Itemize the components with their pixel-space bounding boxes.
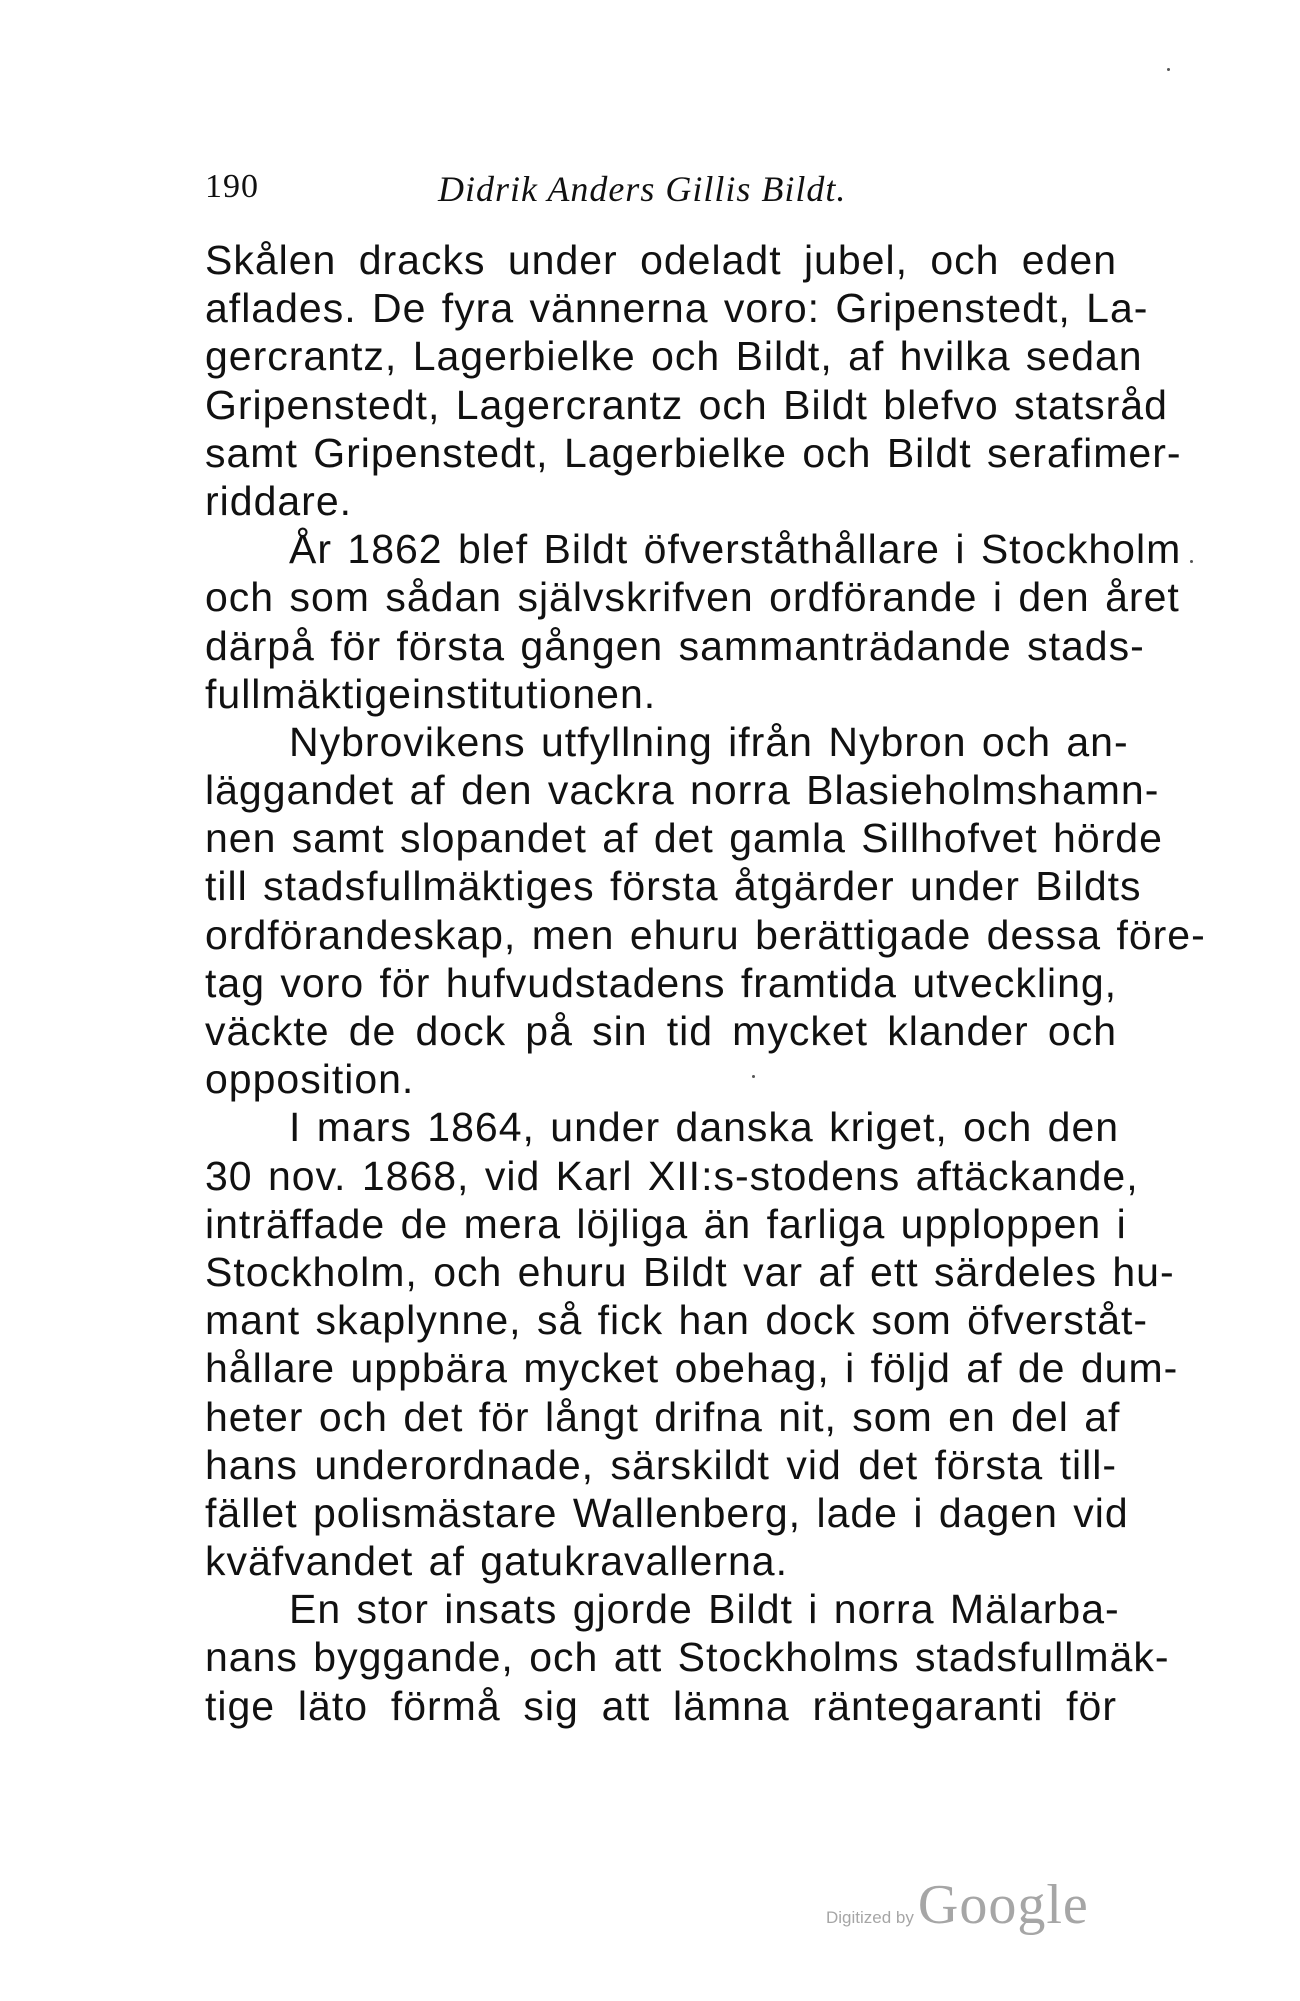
text-line: därpå för första gången sammanträdande stads-: [205, 622, 1145, 669]
text-line: nen samt slopandet af det gamla Sillhofvet hörde: [205, 815, 1163, 862]
text-line: Nybrovikens utfyllning ifrån Nybron och an-: [289, 718, 1129, 765]
text-line: År 1862 blef Bildt öfverståthållare i Stockholm: [289, 526, 1182, 573]
scan-speck: [1167, 68, 1170, 71]
text-line: nans byggande, och att Stockholms stadsfullmäk-: [205, 1634, 1170, 1681]
text-line: Gripenstedt, Lagercrantz och Bildt blefvo statsråd: [205, 381, 1168, 428]
text-line: kväfvandet af gatukravallerna.: [205, 1538, 788, 1585]
page-number: 190: [205, 168, 259, 205]
text-line: läggandet af den vackra norra Blasieholmshamn-: [205, 767, 1160, 814]
scan-speck: [752, 1075, 755, 1078]
text-line: aflades. De fyra vännerna voro: Gripenstedt, La-: [205, 285, 1149, 332]
text-line: fället polismästare Wallenberg, lade i dagen vid: [205, 1489, 1129, 1536]
text-line: hans underordnade, särskildt vid det första till-: [205, 1441, 1117, 1488]
text-line: opposition.: [205, 1056, 415, 1103]
body-text: [205, 236, 1206, 1730]
text-line: hållare uppbära mycket obehag, i följd af de dum-: [205, 1345, 1179, 1392]
text-line: fullmäktigeinstitutionen.: [205, 670, 657, 717]
text-line: samt Gripenstedt, Lagerbielke och Bildt serafimer-: [205, 429, 1182, 476]
text-line: tige läto förmå sig att lämna räntegaranti för: [205, 1682, 1117, 1729]
text-line: inträffade de mera löjliga än farliga upploppen i: [205, 1200, 1127, 1247]
text-line: 30 nov. 1868, vid Karl XII:s-stodens aftäckande,: [205, 1152, 1139, 1199]
text-line: En stor insats gjorde Bildt i norra Mälarba-: [289, 1586, 1120, 1633]
text-line: gercrantz, Lagerbielke och Bildt, af hvilka sedan: [205, 333, 1143, 380]
running-head: [205, 168, 1125, 218]
text-line: riddare.: [205, 477, 353, 524]
watermark-prefix: Digitized by: [826, 1908, 914, 1927]
text-line: mant skaplynne, så fick han dock som öfverståt-: [205, 1297, 1149, 1344]
digitized-by-watermark: [826, 1873, 1089, 1936]
scan-speck: [1190, 560, 1193, 563]
text-line: heter och det för långt drifna nit, som en del af: [205, 1393, 1121, 1440]
text-line: tag voro för hufvudstadens framtida utveckling,: [205, 959, 1118, 1006]
text-line: I mars 1864, under danska kriget, och den: [289, 1104, 1120, 1151]
running-title: Didrik Anders Gillis Bildt.: [438, 169, 847, 209]
text-line: till stadsfullmäktiges första åtgärder under Bildts: [205, 863, 1142, 910]
text-line: ordförandeskap, men ehuru berättigade dessa före-: [205, 911, 1206, 958]
text-line: väckte de dock på sin tid mycket klander och: [205, 1008, 1117, 1054]
text-line: Stockholm, och ehuru Bildt var af ett särdeles hu-: [205, 1248, 1175, 1295]
text-line: och som sådan självskrifven ordförande i den året: [205, 574, 1180, 621]
text-line: Skålen dracks under odeladt jubel, och eden: [205, 237, 1117, 283]
google-logo: Google: [917, 1874, 1089, 1936]
